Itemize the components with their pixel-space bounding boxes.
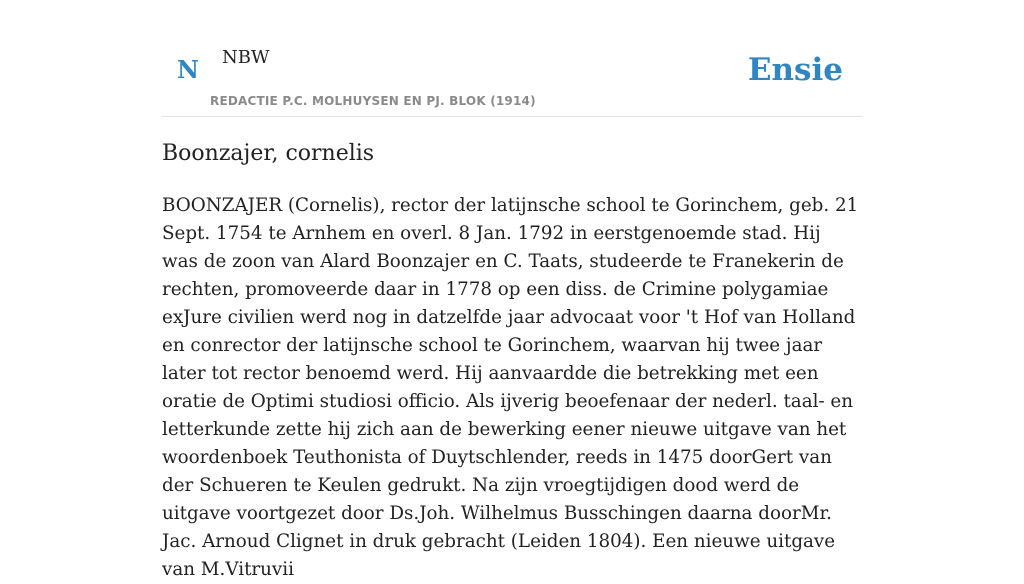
article-body: BOONZAJER (Cornelis), rector der latijnsche school te Gorinchem, geb. 21 Sept. 1754 te Arnhem en overl. 8 Jan. 1792 in eerstgenoemde stad. Hij was de zoon van Alard Boonzajer en C. Taats, studeerde te Franekerin de rechten, promoveerde daar in 1778 op een diss. de Crimine polygamiae exJure civilien werd nog in datzelfde jaar advocaat voor 't Hof van Holland en conrector der latijnsche school te Gorinchem, waarvan hij twee jaar later tot rector benoemd werd. Hij aanvaardde die betrekking met een oratie de Optimi studiosi officio. Als ijverig beoefenaar der nederl. taal- en letterkunde zette hij zich aan de bewerking eener nieuwe uitgave van het woordenboek Teuthonista of Duytschlender, reeds in 1475 doorGert van der Schueren te Keulen gedrukt. Na zijn vroegtijdigen dood werd de uitgave voortgezet door Ds.Joh. Wilhelmus Busschingen daarna doorMr. Jac. Arnoud Clignet in druk gebracht (Leiden 1804). Een nieuwe uitgave van M.Vitruvii xyxy=(162,195,859,580)
source-header xyxy=(162,0,862,117)
source-logo: N xyxy=(177,55,199,84)
page-title: Boonzajer, cornelis xyxy=(162,141,375,166)
brand-logo[interactable]: Ensie xyxy=(747,52,843,88)
source-name[interactable]: NBW xyxy=(222,47,270,68)
source-subtitle: REDACTIE P.C. MOLHUYSEN EN PJ. BLOK (1914) xyxy=(210,94,536,108)
